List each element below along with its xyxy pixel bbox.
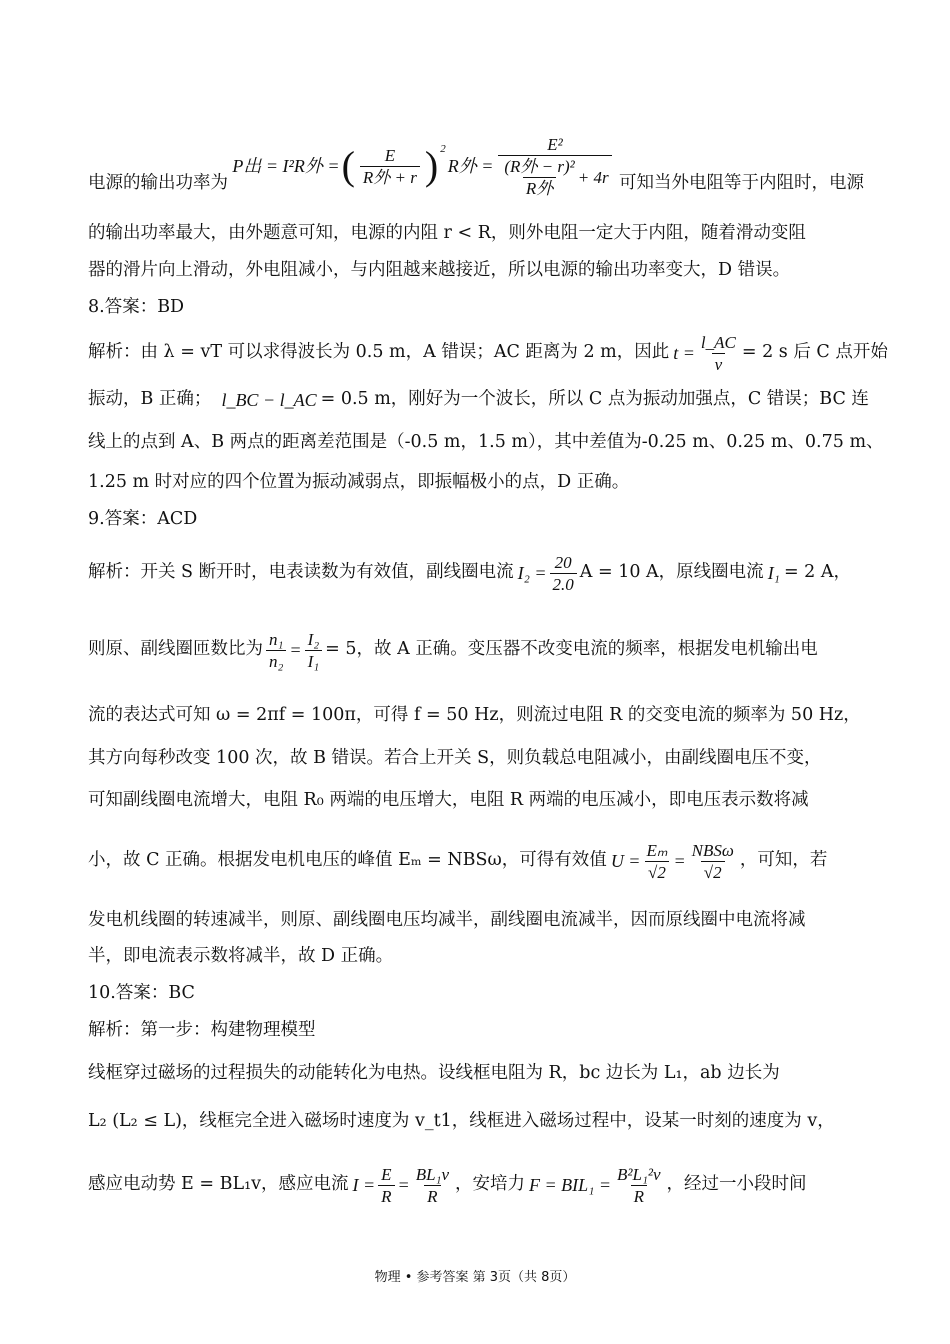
q10-line-4c: ，经过一小段时间	[666, 1174, 807, 1195]
q9-line-7: 发电机线圈的转速减半，则原、副线圈电压均减半，副线圈电流减半，因而原线圈中电流将减	[88, 910, 806, 930]
i2-num: 20	[554, 552, 572, 572]
q10-line-4b: ，安培力	[455, 1174, 525, 1195]
q9-line-3: 流的表达式可知 ω = 2πf = 100π，可得 f = 50 Hz，则流过电阻 R 的交变电流的频率为 50 Hz，	[88, 705, 861, 725]
r-den-c: R	[631, 1185, 647, 1205]
q8-line-3: 线上的点到 A、B 两点的距离差范围是（-0.5 m，1.5 m），其中差值为-0.25 m、0.25 m、0.75 m、	[88, 432, 884, 452]
q10-line-1: 解析：第一步：构建物理模型	[88, 1020, 316, 1040]
i-fraction	[305, 631, 323, 670]
force-num: B²L₁²v	[617, 1164, 661, 1184]
i2-eq: I₂ =	[517, 563, 547, 583]
frac-denominator: R外 + r	[360, 166, 420, 186]
i1: I₁	[767, 563, 780, 583]
blv-num: BL₁v	[415, 1164, 449, 1184]
q10-line-2: 线框穿过磁场的过程损失的动能转化为电热。设线框电阻为 R，bc 边长为 L₁，ab 边长为	[88, 1063, 780, 1083]
nbsw: NBSω	[691, 840, 734, 860]
inner-den: R外	[523, 177, 556, 197]
q9-line-1	[88, 548, 864, 598]
frac-numerator: E	[384, 145, 396, 165]
q8-line-2	[88, 389, 869, 410]
sqrt2: √2	[645, 861, 669, 881]
q9-line-6a: 小，故 C 正确。根据发电机电压的峰值 Eₘ = NBSω，可得有效值	[88, 850, 607, 871]
q7-power-suffix: 可知当外电阻等于内阻时，电源	[619, 173, 864, 194]
lbc-minus-lac: l_BC − l_AC	[221, 390, 317, 410]
t-eq: t =	[673, 343, 695, 363]
e-over-r	[378, 1166, 394, 1205]
i2-den: 2.0	[550, 573, 577, 593]
fraction-power	[498, 136, 611, 197]
e-num: E	[381, 1164, 392, 1184]
q9-line-1a: 解析：开关 S 断开时，电表读数为有效值，副线圈电流	[88, 562, 514, 583]
pout-expr: P出 = I²R外 =	[232, 156, 340, 176]
q9-line-2a: 则原、副线圈匝数比为	[88, 639, 263, 660]
inner-num: (R外 − r)²	[504, 156, 575, 176]
q9-line-5: 可知副线圈电流增大，电阻 R₀ 两端的电压增大，电阻 R 两端的电压减小，即电压表示数将减	[88, 790, 809, 810]
i-eq: I =	[352, 1175, 376, 1195]
i1b: I₁	[305, 650, 323, 670]
n-fraction	[266, 631, 286, 670]
q9-line-2: 则原、副线圈匝数比为 $\frac{\text{n₁}}{\text{n₂}}$ = $\frac{\text{I₂}}{\text{I₁}}$ = 5，故 A 正确。变压器不改变电流的频率，根据发电机输出电	[88, 629, 818, 671]
q8-line-2a: 振动，B 正确；	[88, 389, 212, 410]
q10-line-3: L₂ (L₂ ≤ L)，线框完全进入磁场时速度为 v_t1，线框进入磁场过程中，设某一时刻的速度为 v，	[88, 1111, 835, 1131]
r-den: R	[378, 1185, 394, 1205]
lac: l_AC	[700, 332, 736, 352]
q7-power-prefix: 电源的输出功率为	[88, 173, 228, 194]
q9-line-1c: = 2 A，	[783, 562, 852, 583]
em-fraction	[643, 842, 670, 881]
em: Eₘ	[646, 840, 668, 860]
blv-over-r	[413, 1166, 452, 1205]
q9-line-8: 半，即电流表示数将减半，故 D 正确。	[88, 946, 394, 966]
fraction-e-over-r	[360, 147, 420, 186]
v: v	[712, 353, 726, 373]
q9-answer: 9.答案：ACD	[88, 509, 198, 529]
nbsw-fraction	[689, 842, 737, 881]
q8-line-1	[88, 332, 888, 374]
frac2-numerator: E²	[547, 134, 563, 154]
r-out: R外 =	[447, 156, 494, 176]
f-eq: F = BIL₁ =	[529, 1175, 612, 1195]
q7-line-2: 的输出功率最大，由外题意可知，电源的内阻 r < R，则外电阻一定大于内阻，随着滑动变阻	[88, 223, 806, 243]
n2: n₂	[266, 650, 286, 670]
q9-line-6b: ，可知，若	[739, 850, 828, 871]
page-footer: 物理 • 参考答案 第 3页（共 8页）	[374, 1270, 576, 1285]
sqrt2-b: √2	[701, 861, 725, 881]
q8-line-4: 1.25 m 时对应的四个位置为振动减弱点，即振幅极小的点，D 正确。	[88, 472, 630, 492]
r-den-b: R	[424, 1185, 440, 1205]
q10-line-4: 感应电动势 E = BL₁v，感应电流 I = $\frac{E}{R}$ = $\frac{\text{BL₁v}}{R}$ ，安培力 F = BIL₁ = $\frac{\text{B²L₁²v}}{R}$ ，经过一小段时间	[88, 1164, 807, 1206]
plus-4r: + 4r	[577, 167, 609, 187]
right-paren: )	[424, 143, 439, 188]
q8-line-2b: = 0.5 m，刚好为一个波长，所以 C 点为振动加强点，C 错误；BC 连	[320, 389, 869, 410]
square-exponent: 2	[440, 142, 446, 155]
n1: n₁	[269, 629, 284, 649]
q8-answer: 8.答案：BD	[88, 297, 185, 317]
q7-line-3: 器的滑片向上滑动，外电阻减小，与内阻越来越接近，所以电源的输出功率变大，D 错误。	[88, 260, 791, 280]
i2-fraction	[550, 554, 577, 593]
q9-line-1b: A = 10 A，原线圈电流	[579, 562, 764, 583]
force-fraction	[614, 1166, 664, 1205]
left-paren: (	[341, 143, 355, 188]
q8-line-1a: 解析：由 λ = vT 可以求得波长为 0.5 m，A 错误；AC 距离为 2 m，因此	[88, 342, 670, 363]
t-fraction	[698, 334, 739, 373]
q10-line-4a: 感应电动势 E = BL₁v，感应电流	[88, 1174, 349, 1195]
q7-power-line	[88, 118, 864, 214]
i2: I₂	[307, 629, 320, 649]
q8-line-1b: = 2 s 后 C 点开始	[741, 342, 888, 363]
u-eq: U =	[610, 851, 641, 871]
q9-line-4: 其方向每秒改变 100 次，故 B 错误。若合上开关 S，则负载总电阻减小，由副线圈电压不变，	[88, 748, 822, 768]
q10-answer: 10.答案：BC	[88, 983, 195, 1003]
power-formula	[232, 136, 614, 197]
inner-fraction	[501, 158, 577, 197]
q9-line-2b: = 5，故 A 正确。变压器不改变电流的频率，根据发电机输出电	[325, 639, 818, 660]
q9-line-6: 小，故 C 正确。根据发电机电压的峰值 Eₘ = NBSω，可得有效值 U = $\frac{\text{Eₘ}}{√2}$ = $\frac{\text{NBSω}}{√2}$ ，可知，若	[88, 840, 828, 882]
frac2-denominator	[498, 155, 611, 197]
